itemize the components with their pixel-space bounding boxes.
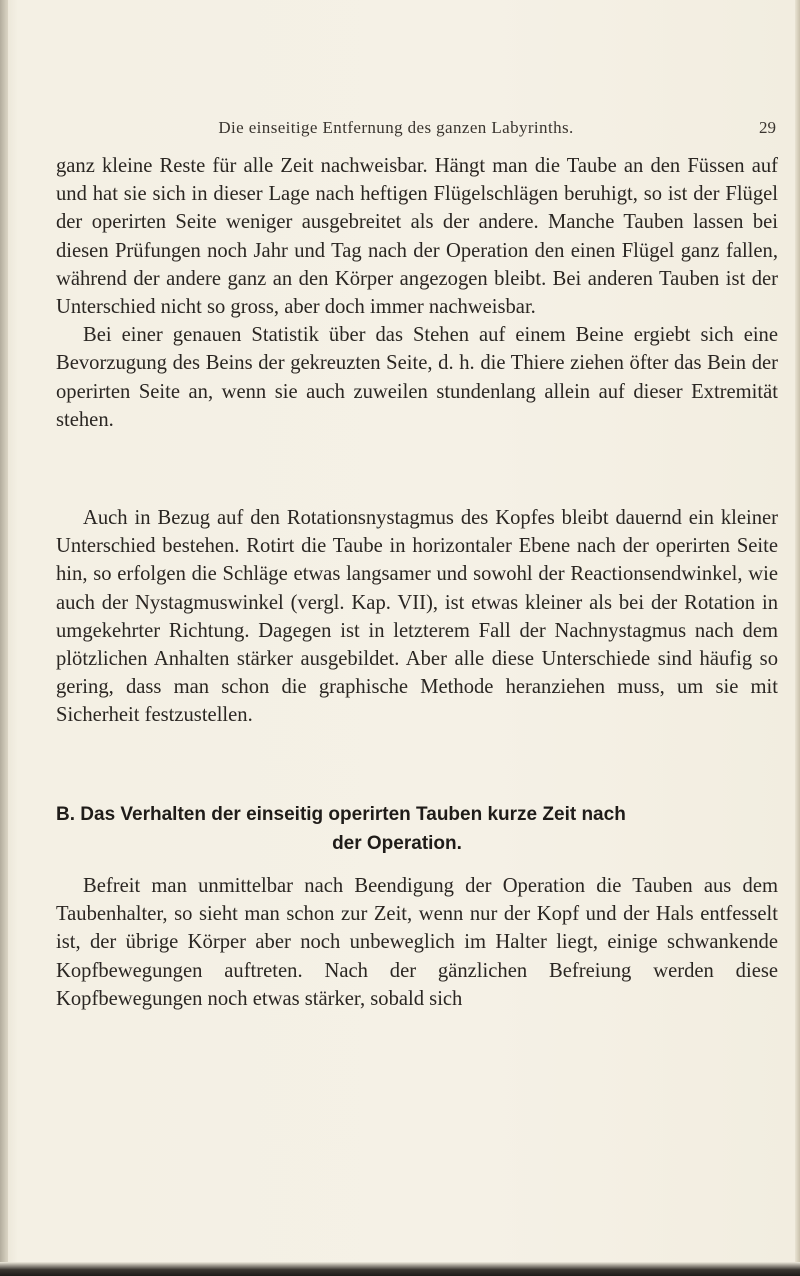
page-number: 29 xyxy=(759,118,776,137)
body-text-bottom xyxy=(56,872,778,1013)
paragraph-continued: ganz kleine Reste für alle Zeit nachweisbar. Hängt man die Taube an den Füssen auf und hat sie sich in dieser Lage nach heftigen Flügelschlägen beruhigt, so ist der Flügel der operirten Seite weniger ausgebreitet als der andere. Manche Tauben lassen bei diesen Prüfungen noch Jahr und Tag nach der Operation den einen Flügel ganz fallen, während der andere ganz an den Körper angezogen bleibt. Bei anderen Tauben ist der Unterschied nicht so gross, aber doch immer nachweisbar. xyxy=(56,155,778,319)
running-header xyxy=(56,118,778,146)
section-heading-line2: der Operation. xyxy=(332,833,462,854)
page-edge-bottom xyxy=(0,1262,800,1276)
paragraph-rotation-nystagmus: Auch in Bezug auf den Rotationsnystagmus des Kopfes bleibt dauernd ein kleiner Unterschied bestehen. Rotirt die Taube in horizontaler Ebene nach der operirten Seite hin, so erfolgen die Schläge etwas langsamer und sowohl der Reactionsendwinkel, wie auch der Nystagmuswinkel (vergl. Kap. VII), ist etwas kleiner als bei der Rotation in umgekehrter Richtung. Dagegen ist in letzterem Fall der Nachnystagmus nach dem plötzlichen Anhalten stärker ausgebildet. Aber alle diese Unterschiede sind häufig so gering, dass man schon die graphische Methode heranziehen muss, um sie mit Sicherheit festzustellen. xyxy=(56,507,778,727)
page-edge-right xyxy=(795,0,800,1276)
paragraph-after-operation: Befreit man unmittelbar nach Beendigung der Operation die Tauben aus dem Taubenhalter, so sieht man schon zur Zeit, wenn nur der Kopf und der Hals entfesselt ist, der übrige Körper aber noch unbeweglich im Halter liegt, einige schwankende Kopfbewegungen auftreten. Nach der gänzlichen Befreiung werden diese Kopfbewegungen noch etwas stärker, sobald sich xyxy=(56,875,778,1010)
gutter-shadow xyxy=(0,0,8,1276)
paragraph-standing-statistics: Bei einer genauen Statistik über das Stehen auf einem Beine ergiebt sich eine Bevorzugung des Beins der gekreuzten Seite, d. h. die Thiere ziehen öfter das Bein der operirten Seite an, wenn sie auch zuweilen stundenlang allein auf dieser Extremität stehen. xyxy=(56,324,778,431)
section-heading-line1: B. Das Verhalten der einseitig operirten Tauben kurze Zeit nach xyxy=(56,804,626,825)
body-text-rotation xyxy=(56,504,778,730)
body-text-top xyxy=(56,152,778,434)
section-heading xyxy=(56,800,778,858)
header-title: Die einseitige Entfernung des ganzen Labyrinths. xyxy=(218,118,574,137)
